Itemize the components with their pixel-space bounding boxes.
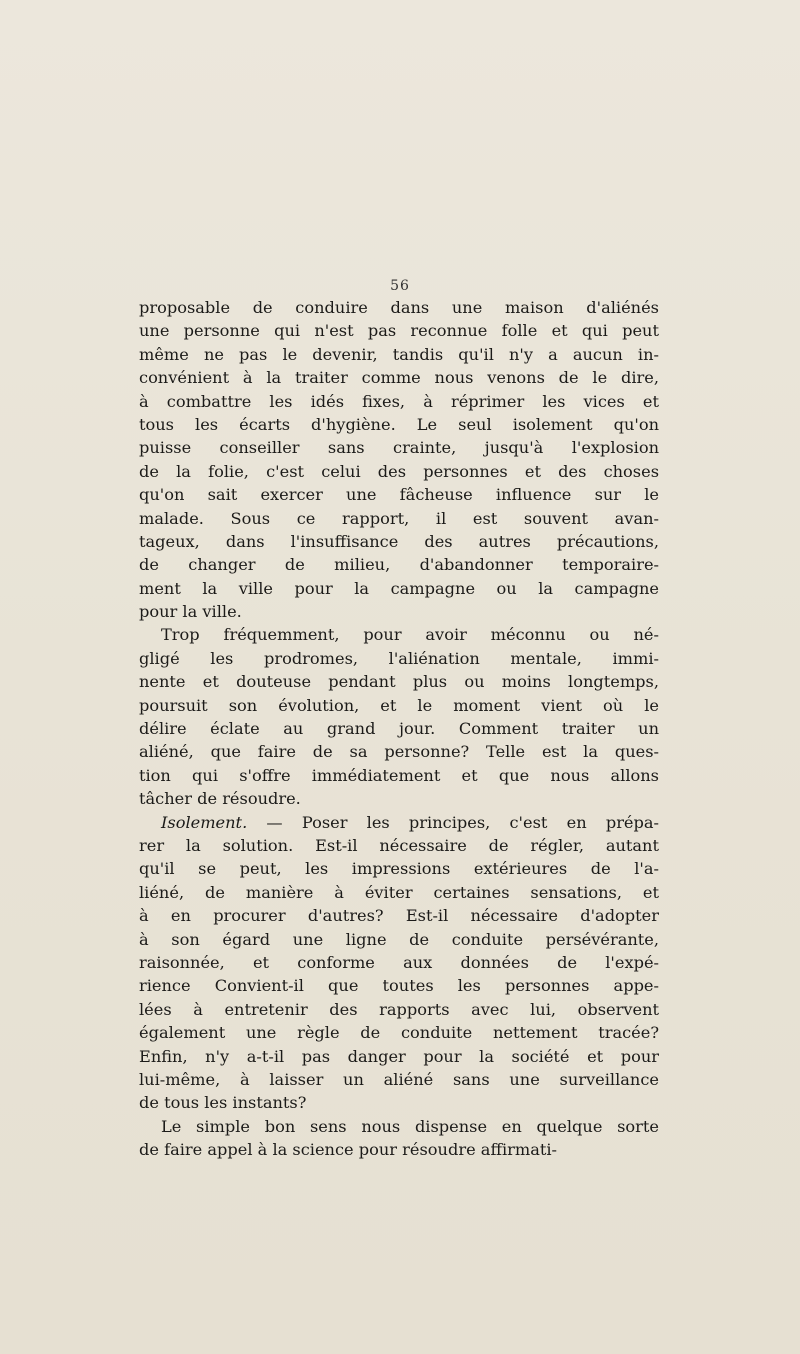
text-line: à combattre les idés fixes, à réprimer les vices et xyxy=(139,391,659,411)
text-line: tageux, dans l'insuffisance des autres précautions, xyxy=(139,531,659,551)
text-line: même ne pas le devenir, tandis qu'il n'y a aucun in- xyxy=(139,344,659,364)
text-line: malade. Sous ce rapport, il est souvent avan- xyxy=(139,508,659,528)
text-line: qu'on sait exercer une fâcheuse influence sur le xyxy=(139,485,659,505)
text-line: également une règle de conduite nettement tracée? xyxy=(139,1023,659,1043)
text-line: à en procurer d'autres? Est-il nécessaire d'adopter xyxy=(139,906,659,926)
text-line: à son égard une ligne de conduite persévérante, xyxy=(139,929,659,949)
text-line: poursuit son évolution, et le moment vient où le xyxy=(139,695,659,715)
text-line: proposable de conduire dans une maison d'aliénés xyxy=(139,298,659,317)
text-line: Trop fréquemment, pour avoir méconnu ou né- xyxy=(161,625,659,645)
text-line: Enfin, n'y a-t-il pas danger pour la société et pour xyxy=(139,1046,659,1066)
body-text xyxy=(139,296,659,1161)
text-line: de changer de milieu, d'abandonner temporaire- xyxy=(139,555,659,575)
text-line: tous les écarts d'hygiène. Le seul isolement qu'on xyxy=(139,414,659,434)
text-line: tion qui s'offre immédiatement et que nous allons xyxy=(139,765,659,785)
text-line: de la folie, c'est celui des personnes et des choses xyxy=(139,461,659,481)
text-line: Le simple bon sens nous dispense en quelque sorte xyxy=(161,1116,659,1136)
text-line: délire éclate au grand jour. Comment traiter un xyxy=(139,719,659,739)
text-line: liéné, de manière à éviter certaines sensations, et xyxy=(139,882,659,902)
text-line: raisonnée, et conforme aux données de l'expé- xyxy=(139,952,659,972)
text-line: tâcher de résoudre. xyxy=(139,789,301,809)
text-line-content: — Poser les principes, c'est en prépa- xyxy=(247,812,659,832)
text-line: lui-même, à laisser un aliéné sans une surveillance xyxy=(139,1069,659,1089)
text-line: ment la ville pour la campagne ou la campagne xyxy=(139,578,659,598)
text-line xyxy=(139,811,659,834)
text-line: aliéné, que faire de sa personne? Telle est la ques- xyxy=(139,742,659,762)
text-line: puisse conseiller sans crainte, jusqu'à l'explosion xyxy=(139,438,659,458)
paragraph xyxy=(139,296,659,623)
text-line: de tous les instants? xyxy=(139,1093,307,1113)
page-number: 56 xyxy=(390,278,410,294)
text-line: gligé les prodromes, l'aliénation mentale, immi- xyxy=(139,648,659,668)
text-line: pour la ville. xyxy=(139,602,242,622)
text-line: lées à entretenir des rapports avec lui, observent xyxy=(139,999,659,1019)
text-line: qu'il se peut, les impressions extérieures de l'a- xyxy=(139,859,659,879)
text-line: une personne qui n'est pas reconnue folle et qui peut xyxy=(139,321,659,341)
text-line: rience Convient-il que toutes les personnes appe- xyxy=(139,976,659,996)
text-line: rer la solution. Est-il nécessaire de régler, autant xyxy=(139,835,659,855)
text-line: nente et douteuse pendant plus ou moins longtemps, xyxy=(139,672,659,692)
paragraph xyxy=(139,623,659,810)
text-line: convénient à la traiter comme nous venons de le dire, xyxy=(139,368,659,388)
section-heading: Isolement. xyxy=(161,812,248,832)
text-line: de faire appel à la science pour résoudre affirmati- xyxy=(139,1140,558,1160)
paragraph xyxy=(139,1115,659,1162)
paragraph xyxy=(139,811,659,1115)
